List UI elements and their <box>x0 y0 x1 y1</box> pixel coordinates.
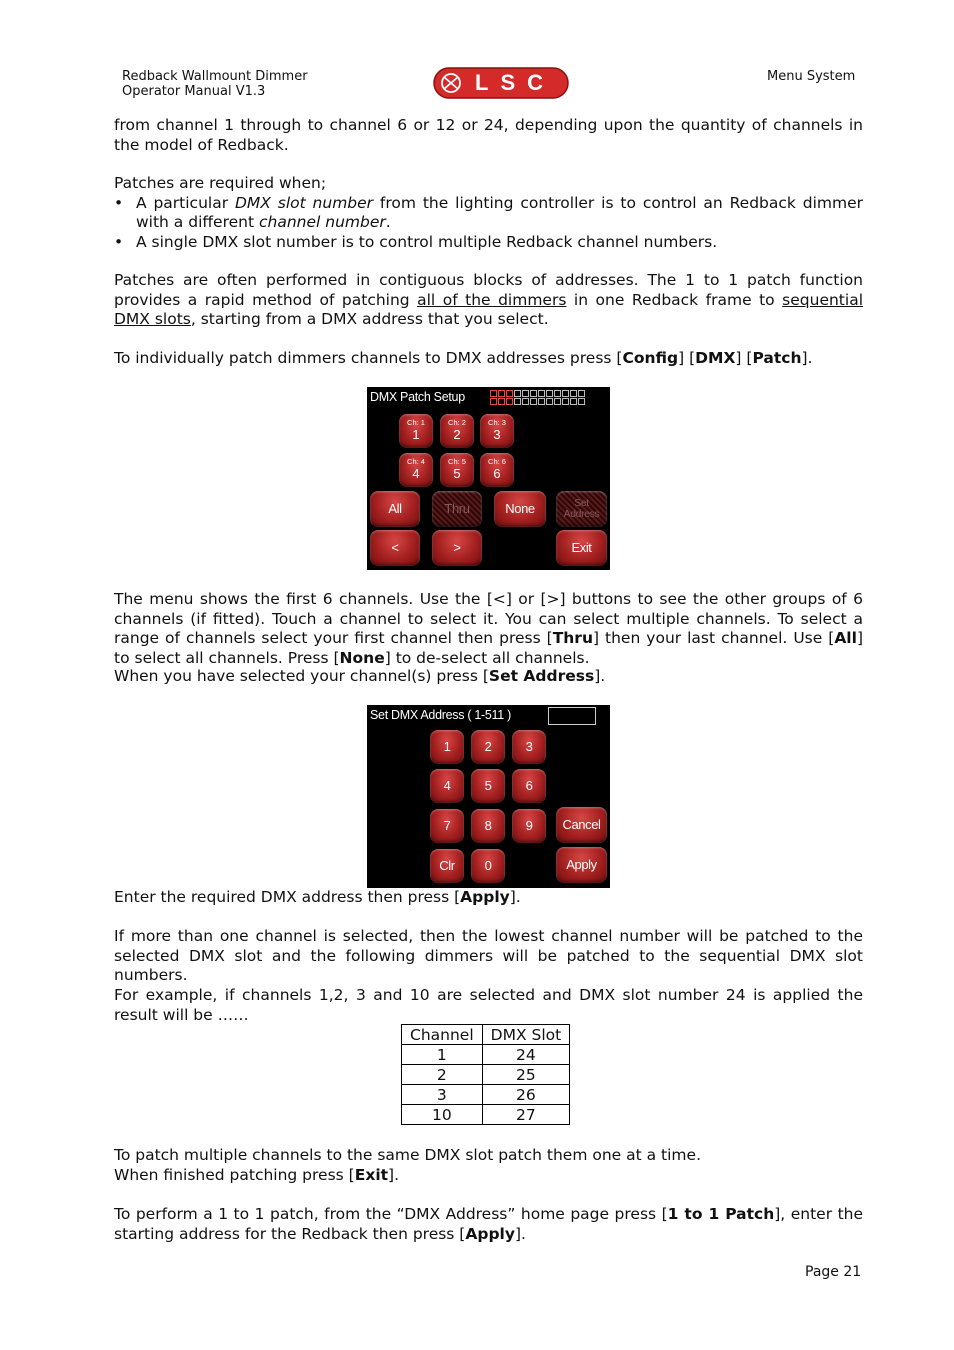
channel-1-button[interactable]: Ch: 1 1 <box>399 414 433 448</box>
key-6-button[interactable]: 6 <box>512 769 546 803</box>
channel-5-button[interactable]: Ch: 5 5 <box>440 453 474 487</box>
header-doc-title: Redback Wallmount Dimmer <box>122 69 308 84</box>
table-cell: 27 <box>482 1105 570 1125</box>
next-group-button[interactable]: > <box>432 530 482 566</box>
table-cell: 3 <box>402 1085 483 1105</box>
table-cell: 1 <box>402 1045 483 1065</box>
screen-title: DMX Patch Setup <box>370 390 465 404</box>
paragraph-enter-address: Enter the required DMX address then press [Apply]. <box>114 888 521 906</box>
set-dmx-address-screen <box>367 705 610 888</box>
patch-reasons-list <box>114 194 863 253</box>
screen-title: Set DMX Address ( 1-511 ) <box>370 708 511 722</box>
paragraph-menu-instructions: The menu shows the first 6 channels. Use the [<] or [>] buttons to see the other groups of 6 channels (if fitted). Touch a channel to select it. You can select multiple channels. To select a range of channels select your first channel then press [Thru] then your last channel. Use [All] to select all channels. Press [None] to de-select all channels. <box>114 590 863 667</box>
table-header-row <box>402 1025 570 1045</box>
patch-example-table <box>401 1024 570 1125</box>
paragraph-individual-patch: To individually patch dimmers channels to DMX addresses press [Config] [DMX] [Patch]. <box>114 349 813 367</box>
all-button[interactable]: All <box>370 491 420 527</box>
patch-requirements <box>114 174 863 252</box>
none-button[interactable]: None <box>494 491 546 527</box>
list-item: • A single DMX slot number is to control multiple Redback channel numbers. <box>114 233 863 253</box>
exit-button[interactable]: Exit <box>556 530 607 566</box>
table-cell: 25 <box>482 1065 570 1085</box>
key-1-button[interactable]: 1 <box>430 730 464 764</box>
channel-4-button[interactable]: Ch: 4 4 <box>399 453 433 487</box>
lsc-logo <box>433 67 569 99</box>
table-row <box>402 1105 570 1125</box>
header-section: Menu System <box>767 69 856 84</box>
table-cell: 24 <box>482 1045 570 1065</box>
table-row <box>402 1085 570 1105</box>
key-2-button[interactable]: 2 <box>471 730 505 764</box>
previous-group-button[interactable]: < <box>370 530 420 566</box>
table-cell: 10 <box>402 1105 483 1125</box>
paragraph-contiguous-blocks: Patches are often performed in contiguous blocks of addresses. The 1 to 1 patch function provides a rapid method of patching all of the dimmers in one Redback frame to sequential DMX slots, starting from a DMX address that you select. <box>114 271 863 328</box>
paragraph-set-address: When you have selected your channel(s) press [Set Address]. <box>114 667 606 685</box>
paragraph-example: For example, if channels 1,2, 3 and 10 are selected and DMX slot number 24 is applied the result will be …… <box>114 986 863 1024</box>
table-header-cell: Channel <box>402 1025 483 1045</box>
paragraph-same-slot: To patch multiple channels to the same DMX slot patch them one at a time. <box>114 1146 701 1164</box>
paragraph-channel-range: from channel 1 through to channel 6 or 12 or 24, depending upon the quantity of channels in the model of Redback. <box>114 116 863 154</box>
patch-intro: Patches are required when; <box>114 174 327 192</box>
table-header-cell: DMX Slot <box>482 1025 570 1045</box>
logo-text: LSC <box>475 70 555 95</box>
channel-2-button[interactable]: Ch: 2 2 <box>440 414 474 448</box>
page-number: Page 21 <box>805 1264 862 1280</box>
table-cell: 2 <box>402 1065 483 1085</box>
key-5-button[interactable]: 5 <box>471 769 505 803</box>
channel-3-button[interactable]: Ch: 3 3 <box>480 414 514 448</box>
table-cell: 26 <box>482 1085 570 1105</box>
key-4-button[interactable]: 4 <box>430 769 464 803</box>
dmx-patch-setup-screen <box>367 387 610 570</box>
key-9-button[interactable]: 9 <box>512 809 546 843</box>
apply-button[interactable]: Apply <box>556 847 607 883</box>
paragraph-finish: When finished patching press [Exit]. <box>114 1166 400 1184</box>
set-address-button[interactable]: Set Address <box>556 491 607 527</box>
table-row <box>402 1045 570 1065</box>
key-8-button[interactable]: 8 <box>471 809 505 843</box>
address-display <box>548 707 596 725</box>
paragraph-one-to-one: To perform a 1 to 1 patch, from the “DMX Address” home page press [1 to 1 Patch], enter the starting address for the Redback then press [Apply]. <box>114 1205 864 1243</box>
key-0-button[interactable]: 0 <box>471 849 505 883</box>
channel-group-indicator <box>490 390 585 405</box>
key-7-button[interactable]: 7 <box>430 809 464 843</box>
key-3-button[interactable]: 3 <box>512 730 546 764</box>
cancel-button[interactable]: Cancel <box>556 807 607 843</box>
list-item: • A particular DMX slot number from the lighting controller is to control an Redback dimmer with a different channel number. <box>114 194 863 233</box>
thru-button[interactable]: Thru <box>432 491 482 527</box>
paragraph-multiple-channels: If more than one channel is selected, then the lowest channel number will be patched to the selected DMX slot and the following dimmers will be patched to the sequential DMX slot numbers. <box>114 927 863 984</box>
header-doc-version: Operator Manual V1.3 <box>122 84 266 99</box>
channel-6-button[interactable]: Ch: 6 6 <box>480 453 514 487</box>
table-row <box>402 1065 570 1085</box>
header-left <box>122 69 308 99</box>
clear-button[interactable]: Clr <box>430 849 464 883</box>
